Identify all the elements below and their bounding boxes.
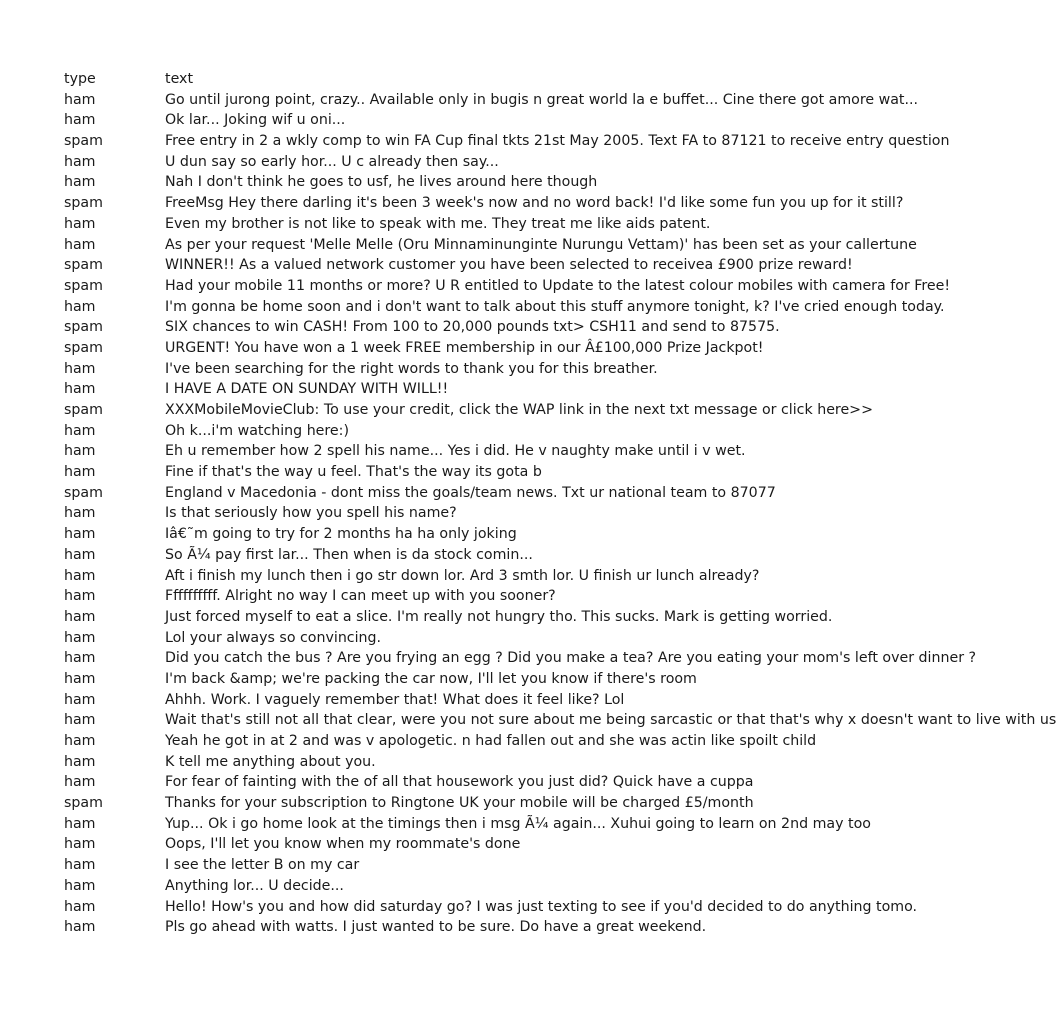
type-cell: ham [64,898,96,915]
text-cell: SIX chances to win CASH! From 100 to 20,000 pounds txt> CSH11 and send to 87575. [165,319,780,336]
type-cell: ham [64,360,96,377]
table-row [64,752,672,773]
table-row [64,917,707,938]
table-row [64,855,672,876]
table-row [64,214,711,235]
text-cell: Oops, I'll let you know when my roommate's done [165,836,521,853]
text-cell: Just forced myself to eat a slice. I'm really not hungry tho. This sucks. Mark is getting worried. [165,608,833,625]
table-row [64,421,672,442]
table-row [64,524,672,545]
table-row [64,152,672,173]
text-cell: For fear of fainting with the of all that housework you just did? Quick have a cuppa [165,774,754,791]
table-row [64,503,672,524]
text-cell: URGENT! You have won a 1 week FREE membership in our Â£100,000 Prize Jackpot! [165,339,764,356]
text-cell: So Ã¼ pay first lar... Then when is da stock comin... [165,546,533,563]
table-row [64,462,672,483]
table-row [64,441,746,462]
type-cell: ham [64,381,96,398]
table-row [64,545,672,566]
table-row [64,110,672,131]
text-cell: Yeah he got in at 2 and was v apologetic. n had fallen out and she was actin like spoilt child [165,733,817,749]
text-cell: WINNER!! As a valued network customer you have been selected to receivea £900 prize reward! [165,257,853,274]
text-cell: XXXMobileMovieClub: To use your credit, click the WAP link in the next txt message or click here>> [165,402,873,418]
table-row [64,669,697,690]
text-cell: Had your mobile 11 months or more? U R entitled to Update to the latest colour mobiles with camera for Free! [165,277,951,294]
type-cell: ham [64,526,96,543]
table-row [64,235,917,256]
table-row [64,338,764,359]
table-row [64,400,873,421]
type-cell: spam [64,795,103,812]
table-row [64,297,945,318]
table-row [64,772,754,793]
type-cell: ham [64,753,96,770]
text-cell: FreeMsg Hey there darling it's been 3 week's now and no word back! I'd like some fun you up for it still? [165,195,904,212]
text-cell: Did you catch the bus ? Are you frying an egg ? Did you make a tea? Are you eating your mom's left over dinner ? [165,650,977,667]
text-cell: As per your request 'Melle Melle (Oru Minnaminunginte Nurungu Vettam)' has been set as your callertune [165,236,917,253]
text-cell: Thanks for your subscription to Ringtone UK your mobile will be charged £5/month [165,795,754,812]
column-header-text: text [165,71,194,87]
type-cell: ham [64,153,96,170]
type-cell: ham [64,464,96,481]
text-cell: Even my brother is not like to speak with me. They treat me like aids patent. [165,215,711,232]
type-cell: ham [64,733,96,749]
table-row [64,90,918,111]
type-cell: ham [64,836,96,853]
text-cell: Hello! How's you and how did saturday go? I was just texting to see if you'd decided to do anything tomo. [165,898,918,915]
type-cell: spam [64,195,103,212]
text-cell: Go until jurong point, crazy.. Available only in bugis n great world la e buffet... Cine there got amore wat... [165,91,918,108]
text-cell: Free entry in 2 a wkly comp to win FA Cup final tkts 21st May 2005. Text FA to 87121 to receive entry question [165,133,950,150]
table-row [64,897,918,918]
text-cell: I've been searching for the right words to thank you for this breather. [165,360,658,377]
type-cell: spam [64,133,103,150]
table-row [64,359,672,380]
table-row [64,710,1056,731]
type-cell: ham [64,919,96,936]
text-cell: I'm back &amp; we're packing the car now, I'll let you know if there's room [165,670,697,687]
type-cell: ham [64,774,96,791]
table-row [64,586,672,607]
table-row [64,628,672,649]
type-cell: ham [64,567,96,584]
table-row [64,876,672,897]
type-cell: spam [64,339,103,356]
text-cell: Ffffffffff. Alright no way I can meet up with you sooner? [165,588,556,605]
text-cell: Is that seriously how you spell his name? [165,505,457,522]
type-cell: ham [64,712,96,729]
table-row [64,255,853,276]
text-cell: Ahhh. Work. I vaguely remember that! What does it feel like? Lol [165,691,625,708]
table-row [64,131,950,152]
table-row [64,607,833,628]
table-row [64,566,760,587]
text-cell: Iâ€˜m going to try for 2 months ha ha only joking [165,526,517,543]
text-cell: Anything lor... U decide... [165,877,344,894]
type-cell: spam [64,484,103,501]
type-cell: ham [64,588,96,605]
type-cell: ham [64,298,96,315]
type-cell: ham [64,815,96,832]
type-cell: spam [64,402,103,418]
data-table [64,69,1056,938]
type-cell: ham [64,629,96,646]
table-row [64,648,977,669]
type-cell: ham [64,877,96,894]
column-header-type: type [64,71,96,87]
type-cell: ham [64,691,96,708]
text-cell: Wait that's still not all that clear, were you not sure about me being sarcastic or that that's why x doesn't want to live with us [165,712,1056,729]
table-row [64,379,672,400]
text-cell: Eh u remember how 2 spell his name... Yes i did. He v naughty make until i v wet. [165,443,746,460]
table-row [64,276,951,297]
table-row [64,731,817,752]
text-cell: I see the letter B on my car [165,857,360,874]
table-row [64,483,776,504]
text-cell: K tell me anything about you. [165,753,376,770]
table-row [64,834,672,855]
type-cell: ham [64,505,96,522]
text-cell: England v Macedonia - dont miss the goals/team news. Txt ur national team to 87077 [165,484,776,501]
type-cell: spam [64,319,103,336]
text-cell: Yup... Ok i go home look at the timings then i msg Ã¼ again... Xuhui going to learn on 2nd may too [165,815,871,832]
type-cell: ham [64,422,96,439]
type-cell: ham [64,546,96,563]
table-row [64,317,780,338]
text-cell: Nah I don't think he goes to usf, he lives around here though [165,174,598,191]
type-cell: ham [64,236,96,253]
table-body [64,90,1056,938]
type-cell: ham [64,443,96,460]
table-row [64,690,672,711]
text-cell: Ok lar... Joking wif u oni... [165,112,346,129]
type-cell: ham [64,670,96,687]
type-cell: ham [64,174,96,191]
type-cell: ham [64,215,96,232]
text-cell: Pls go ahead with watts. I just wanted to be sure. Do have a great weekend. [165,919,707,936]
table-row [64,814,871,835]
type-cell: spam [64,277,103,294]
type-cell: ham [64,650,96,667]
text-cell: Lol your always so convincing. [165,629,382,646]
text-cell: Fine if that's the way u feel. That's the way its gota b [165,464,542,481]
text-cell: Oh k...i'm watching here:) [165,422,349,439]
table-header-row [64,69,672,90]
text-cell: Aft i finish my lunch then i go str down lor. Ard 3 smth lor. U finish ur lunch already? [165,567,760,584]
type-cell: ham [64,608,96,625]
type-cell: ham [64,857,96,874]
type-cell: spam [64,257,103,274]
table-row [64,193,904,214]
text-cell: I'm gonna be home soon and i don't want to talk about this stuff anymore tonight, k? I've cried enough today. [165,298,945,315]
table-row [64,172,672,193]
text-cell: U dun say so early hor... U c already then say... [165,153,499,170]
table-row [64,793,754,814]
type-cell: ham [64,91,96,108]
type-cell: ham [64,112,96,129]
text-cell: I HAVE A DATE ON SUNDAY WITH WILL!! [165,381,449,398]
